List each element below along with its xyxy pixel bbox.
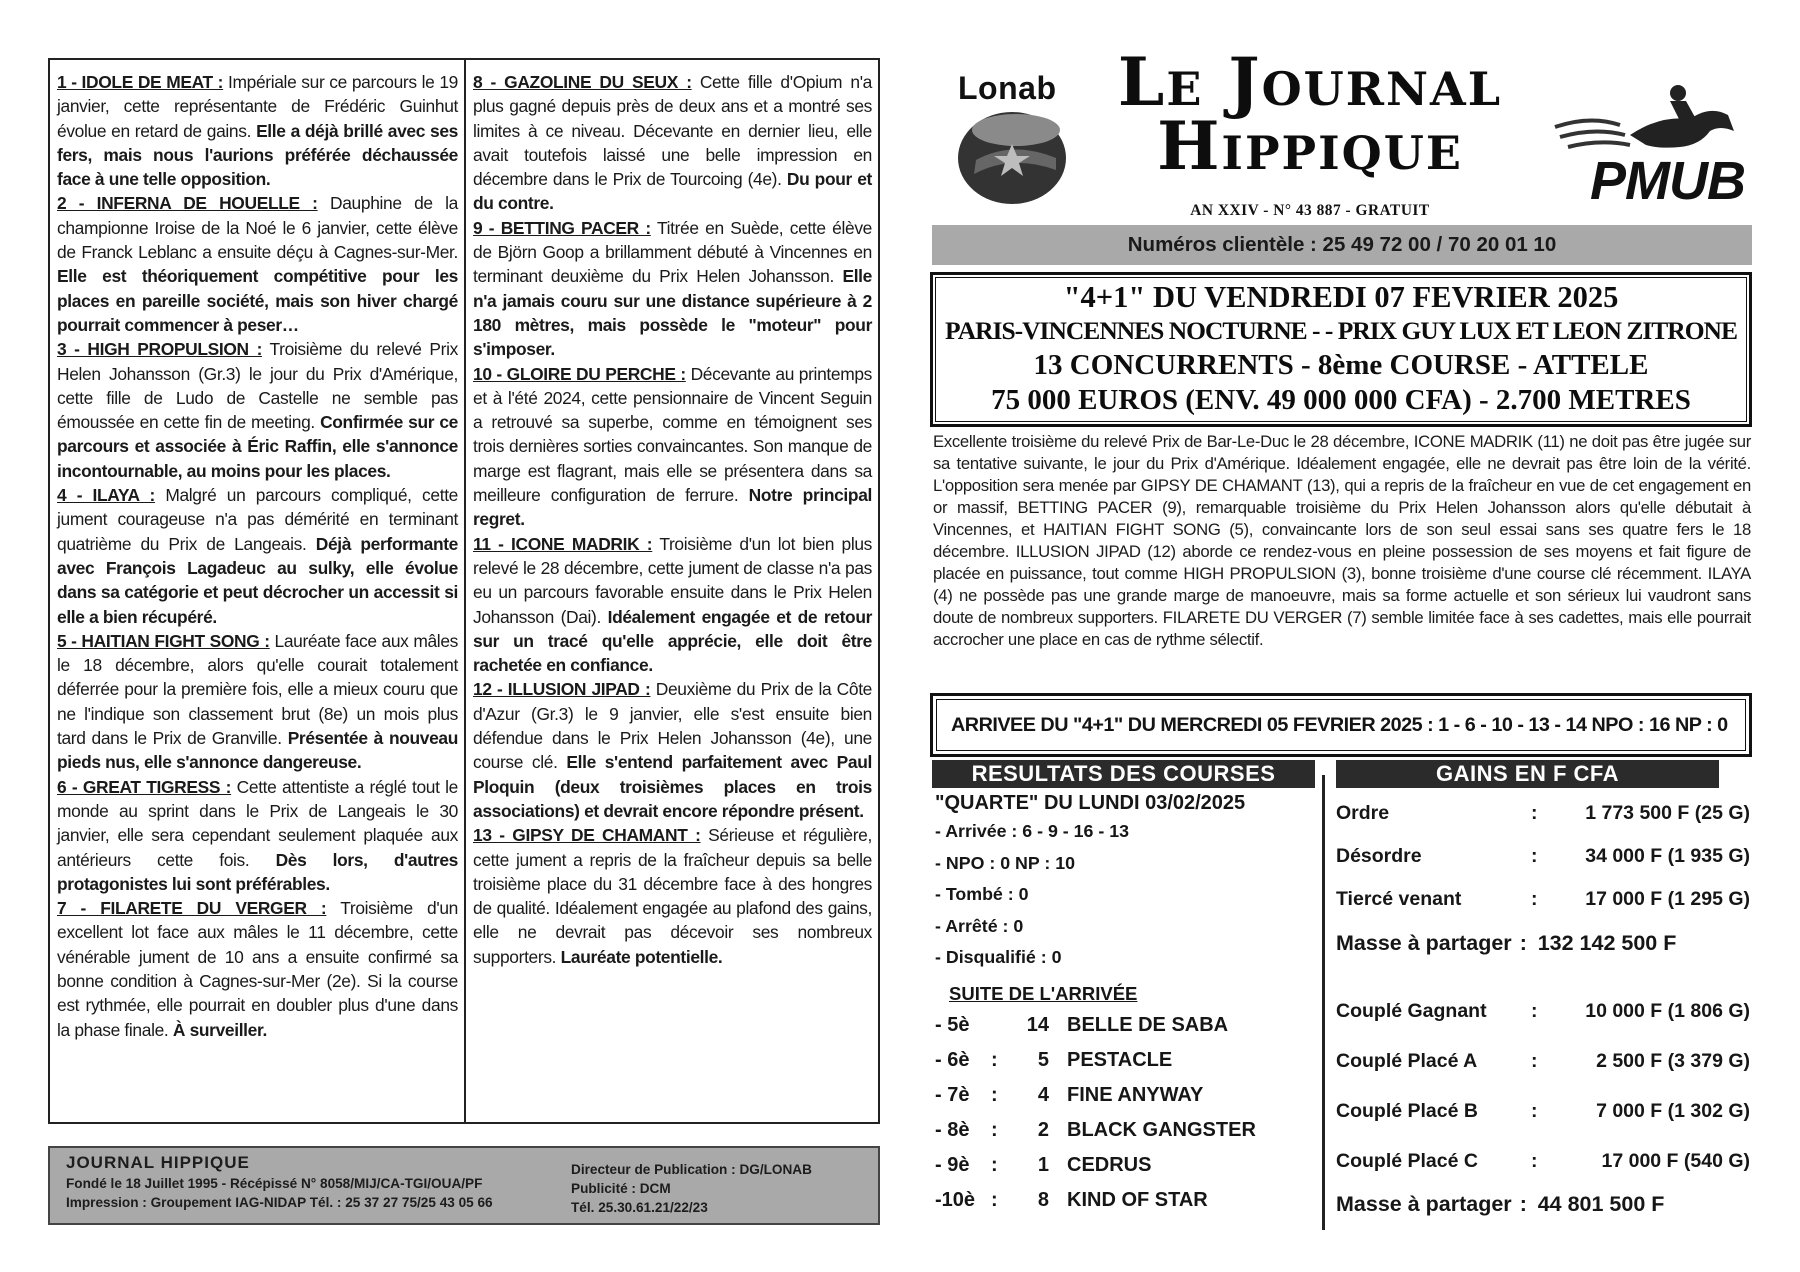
horse-verdict: Confirmée sur ce parcours et associée à Éric Raffin, elle s'annonce incontournable, au moins pour les places. — [57, 412, 458, 481]
footer-founded: Fondé le 18 Juillet 1995 - Récépissé N° 8058/MIJ/CA-TGI/OUA/PF — [66, 1176, 483, 1191]
gains-section — [1336, 792, 1756, 1217]
masse-label: Masse à partager — [1336, 931, 1512, 955]
gains-value: 2 500 F (3 379 G) — [1596, 1050, 1750, 1072]
publication-footer — [48, 1146, 880, 1225]
commentary-box — [48, 58, 880, 1124]
gains-row — [1336, 792, 1756, 835]
suite-horse-name: KIND OF STAR — [1067, 1188, 1208, 1211]
race-title-line-1: "4+1" DU VENDREDI 07 FEVRIER 2025 — [1063, 280, 1619, 314]
horse-entry — [57, 191, 458, 337]
suite-position: - 7è — [935, 1083, 970, 1106]
client-numbers-bar: Numéros clientèle : 25 49 72 00 / 70 20 01 10 — [932, 225, 1752, 265]
section-divider — [1322, 775, 1325, 1230]
horse-name: 12 - ILLUSION JIPAD : — [473, 679, 651, 700]
result-line: - NPO : 0 NP : 10 — [935, 852, 1075, 873]
horse-name: 9 - BETTING PACER : — [473, 217, 651, 238]
horse-text: Décevante au printemps et à l'été 2024, cette pensionnaire de Vincent Seguin a retrouvé sa superbe, comme en témoignent ses trois dernières sorties convaincantes. Son manque de marge est flagrant, mais elle se présentera dans sa meilleure configuration de ferrure. — [473, 363, 873, 506]
horse-entry — [473, 677, 872, 823]
horse-text: Cette attentiste a réglé tout le monde au sprint dans le Prix de Langeais le 30 janvier, elle sera cependant seulement plaquée aux antérieurs cette fois. — [57, 776, 458, 870]
gains-row — [1336, 1036, 1756, 1086]
horse-name: 8 - GAZOLINE DU SEUX : — [473, 72, 692, 92]
suite-separator: : — [991, 1118, 998, 1141]
suite-horse-name: PESTACLE — [1067, 1048, 1173, 1071]
race-title-line-2: PARIS-VINCENNES NOCTURNE - - PRIX GUY LUX ET LEON ZITRONE — [945, 316, 1737, 345]
horse-verdict: Notre principal regret. — [473, 485, 872, 530]
horse-entry — [473, 362, 872, 532]
horse-entry — [473, 216, 872, 362]
masse-colon: : — [1519, 1192, 1527, 1216]
arrivee-text: ARRIVEE DU "4+1" DU MERCREDI 05 FEVRIER 2025 : 1 - 6 - 10 - 13 - 14 NPO : 16 NP : 0 — [936, 699, 1746, 751]
suite-number: 8 — [1037, 1188, 1049, 1211]
gains-rows-group-1 — [1336, 792, 1756, 921]
gains-row — [1336, 1086, 1756, 1136]
result-line: - Disqualifié : 0 — [935, 947, 1062, 967]
horse-verdict: Elle n'a jamais couru sur une distance supérieure à 2 180 mètres, mais possède le "moteur" pour s'imposer. — [473, 266, 872, 360]
suite-horse-name: CEDRUS — [1067, 1153, 1152, 1176]
suite-horse-name: BLACK GANGSTER — [1067, 1118, 1256, 1141]
horse-name: 13 - GIPSY DE CHAMANT : — [473, 825, 701, 846]
horse-entry — [57, 775, 458, 896]
gains-colon: : — [1531, 845, 1538, 867]
horse-verdict: Déjà performante avec François Lagadeuc au sulky, elle évolue dans sa catégorie et peut décrocher un accessit si elle a bien récupéré. — [57, 533, 458, 627]
horse-entry — [473, 823, 872, 969]
horse-text: Titrée en Suède, cette élève de Björn Goop a brillamment débuté à Vincennes en terminant deuxième du Prix Helen Johansson. — [473, 217, 872, 287]
horse-verdict: À surveiller. — [172, 1019, 267, 1040]
journal-title-line-1: Le Journal — [1117, 43, 1503, 121]
horse-verdict: Du pour et du contre. — [473, 169, 872, 214]
suite-separator: : — [991, 1153, 998, 1176]
arrivee-box — [930, 693, 1752, 757]
horse-name: 4 - ILAYA : — [57, 485, 155, 506]
suite-title: SUITE DE L'ARRIVÉE — [949, 982, 1138, 1004]
suite-row — [935, 1078, 1315, 1113]
gains-colon: : — [1531, 1150, 1538, 1172]
gains-value: 7 000 F (1 302 G) — [1596, 1100, 1750, 1122]
suite-separator: : — [991, 1083, 998, 1106]
result-line: - Arrêté : 0 — [935, 915, 1024, 936]
race-title-line-4: 75 000 EUROS (ENV. 49 000 000 CFA) - 2.700 METRES — [991, 384, 1691, 416]
footer-right — [571, 1153, 812, 1223]
horse-name: 11 - ICONE MADRIK : — [473, 533, 653, 554]
masse-label: Masse à partager — [1336, 1192, 1512, 1216]
gains-label: Tiercé venant — [1336, 888, 1462, 910]
gains-value: 1 773 500 F (25 G) — [1585, 802, 1750, 824]
footer-director: Directeur de Publication : DG/LONAB — [571, 1162, 812, 1177]
horse-text: Cette fille d'Opium n'a plus gagné depuis près de deux ans et a montré ses limites à ce niveau. Décevante en dernier lieu, elle avait toutefois laissé une belle impression en décembre dans le Prix de Tourcoing (4e). — [473, 72, 872, 190]
commentary-column-1 — [50, 60, 464, 1122]
horse-verdict: Lauréate potentielle. — [560, 946, 723, 967]
results-section — [935, 790, 1315, 1218]
horse-text: Troisième d'un lot bien plus relevé le 28 décembre, cette jument de classe n'a pas eu un parcours favorable ensuite dans le Prix Helen Johansson (Dai). — [473, 533, 873, 627]
horse-name: 3 - HIGH PROPULSION : — [57, 339, 263, 360]
race-title-line-3: 13 CONCURRENTS - 8ème COURSE - ATTELE — [1033, 349, 1649, 381]
gains-header: GAINS EN F CFA — [1336, 760, 1719, 788]
gains-row — [1336, 986, 1756, 1036]
suite-horse-name: BELLE DE SABA — [1067, 1013, 1229, 1036]
horse-verdict: Dès lors, d'autres protagonistes lui sont préférables. — [57, 849, 458, 894]
gains-row — [1336, 1136, 1756, 1186]
lonab-logo-icon — [956, 100, 1068, 212]
masse-value: 132 142 500 F — [1537, 931, 1677, 955]
suite-number: 5 — [1037, 1048, 1049, 1071]
horse-verdict: Elle est théoriquement compétitive pour les places en pareille société, mais son hiver chargé pourrait commencer à peser… — [57, 266, 458, 335]
gains-row — [1336, 835, 1756, 878]
horse-name: 7 - FILARETE DU VERGER : — [57, 898, 327, 919]
suite-position: - 9è — [935, 1153, 970, 1176]
gains-label: Couplé Placé C — [1336, 1150, 1478, 1172]
gains-value: 10 000 F (1 806 G) — [1585, 1000, 1750, 1022]
footer-printing: Impression : Groupement IAG-NIDAP Tél. : 25 37 27 75/25 43 05 66 — [66, 1195, 493, 1210]
commentary-column-2 — [464, 60, 878, 1122]
horse-name: 2 - INFERNA DE HOUELLE : — [57, 193, 318, 214]
horse-text: Sérieuse et régulière, cette jument a repris de la fraîcheur depuis sa belle troisième place du 31 décembre face à des hongres de qualité. Idéalement engagée au plafond des gains, elle ne devrait pas décevoir ses nombreux supporters. — [473, 825, 872, 967]
gains-value: 34 000 F (1 935 G) — [1585, 845, 1750, 867]
suite-position: - 6è — [935, 1048, 970, 1071]
suite-row — [935, 1113, 1315, 1148]
horse-name: 10 - GLOIRE DU PERCHE : — [473, 363, 686, 384]
gains-colon: : — [1531, 888, 1538, 910]
horse-entry — [57, 337, 458, 483]
horse-entry — [57, 629, 458, 775]
suite-horse-name: FINE ANYWAY — [1067, 1083, 1204, 1106]
suite-number: 4 — [1037, 1083, 1049, 1106]
footer-left — [66, 1153, 571, 1223]
pmub-logo-text: PMUB — [1590, 151, 1745, 211]
gains-rows-group-2 — [1336, 986, 1756, 1186]
horse-verdict: Présentée à nouveau pieds nus, elle s'annonce dangereuse. — [57, 728, 458, 773]
suite-separator: : — [991, 1048, 998, 1071]
horse-entry — [473, 70, 872, 216]
gains-colon: : — [1531, 1050, 1538, 1072]
suite-number: 14 — [1026, 1013, 1049, 1036]
masse-row-1 — [1336, 931, 1756, 956]
results-header: RESULTATS DES COURSES — [932, 760, 1315, 788]
horse-text: Malgré un parcours compliqué, cette jument courageuse n'a pas démérité en terminant quatrième du Prix de Langeais. — [57, 485, 458, 554]
gains-value: 17 000 F (540 G) — [1601, 1150, 1750, 1172]
masse-row-2 — [1336, 1192, 1756, 1217]
horse-text: Troisième du relevé Prix Helen Johansson (Gr.3) le jour du Prix d'Amérique, cette fille de Ludo de Castelle ne semble pas émoussée en cette fin de meeting. — [57, 339, 458, 433]
gains-value: 17 000 F (1 295 G) — [1585, 888, 1750, 910]
result-line: - Tombé : 0 — [935, 884, 1029, 904]
horse-entry — [57, 70, 458, 191]
quarte-title: "QUARTE" DU LUNDI 03/02/2025 — [935, 792, 1246, 814]
horse-entry — [57, 896, 458, 1042]
gains-label: Désordre — [1336, 845, 1422, 867]
race-title-inner — [935, 277, 1747, 422]
footer-phone: Tél. 25.30.61.21/22/23 — [571, 1200, 708, 1215]
masthead — [945, 43, 1765, 225]
gains-colon: : — [1531, 1100, 1538, 1122]
gains-colon: : — [1531, 802, 1538, 824]
footer-advertising: Publicité : DCM — [571, 1181, 671, 1196]
suite-position: - 8è — [935, 1118, 970, 1141]
suite-row — [935, 1008, 1315, 1043]
journal-title-line-2: Hippique — [1157, 107, 1463, 185]
masse-colon: : — [1519, 931, 1527, 955]
horse-text: Dauphine de la championne Iroise de la Noé le 6 janvier, cette élève de Franck Leblanc a ensuite déçu à Cagnes-sur-Mer. — [57, 193, 459, 263]
gains-label: Ordre — [1336, 802, 1390, 824]
horse-entry — [473, 532, 872, 678]
suite-list — [935, 1008, 1315, 1218]
suite-separator — [991, 1008, 1019, 1043]
gains-colon: : — [1531, 1000, 1538, 1022]
suite-position: -10è — [935, 1188, 976, 1211]
issue-line: AN XXIV - N° 43 887 - GRATUIT — [1190, 202, 1430, 219]
suite-row — [935, 1043, 1315, 1078]
horse-entry — [57, 483, 458, 629]
horse-name: 5 - HAITIAN FIGHT SONG : — [57, 630, 270, 651]
gains-label: Couplé Placé B — [1336, 1100, 1478, 1122]
suite-number: 2 — [1037, 1118, 1049, 1141]
gains-row — [1336, 878, 1756, 921]
masse-value: 44 801 500 F — [1537, 1192, 1665, 1216]
horse-name: 6 - GREAT TIGRESS : — [57, 776, 232, 797]
horse-name: 1 - IDOLE DE MEAT : — [57, 72, 224, 92]
horse-text: Troisième d'un excellent lot face aux mâles le 11 décembre, cette vénérable jument de 10 ans a ensuite confirmé sa bonne condition à Cagnes-sur-Mer (2e). Si la course est rythmée, elle pourrait en doubler plus d'une dans la phase finale. — [57, 898, 458, 1040]
race-summary: Excellente troisième du relevé Prix de Bar-Le-Duc le 28 décembre, ICONE MADRIK (11) ne doit pas être jugée sur sa tentative suivante, le jour du Prix d'Amérique. Idéalement engagée, elle ne devrait pas être loin de la vérité. L'opposition sera menée par GIPSY DE CHAMANT (13), qui a repris de la fraîcheur en vue de cet engagement en or massif, BETTING PACER (9), remarquable troisième du Prix Helen Johansson alors qu'elle débutait à Vincennes, et HAITIAN FIGHT SONG (5), convaincante lors de son seul essai sans ses quatre fers le 18 décembre. ILLUSION JIPAD (12) aborde ce rendez-vous en pleine possession de ses moyens et fait figure de placée en puissance, tout comme HIGH PROPULSION (3), bonne troisième d'une course clé récemment. ILAYA (4) ne possède pas une grande marge de manoeuvre, mais sa forme actuelle et son sérieux lui vaudront sans doute de nombreux supporters. FILARETE DU VERGER (7) semble limitée face à ses cadettes, mais elle pourrait accrocher une place en cas de rythme sélectif. — [933, 432, 1751, 649]
horse-verdict: Elle s'entend parfaitement avec Paul Ploquin (deux troisièmes places en trois associations) et devrait encore répondre présent. — [473, 752, 872, 821]
horse-text: Deuxième du Prix de la Côte d'Azur (Gr.3) le 9 janvier, elle s'est ensuite bien défendue dans le Prix Helen Johansson (4e), une course clé. — [473, 679, 872, 773]
horse-text: Impériale sur ce parcours le 19 janvier, cette représentante de Frédéric Guinhut évolue en retard de gains. — [57, 72, 458, 141]
gains-label: Couplé Placé A — [1336, 1050, 1478, 1072]
footer-title: JOURNAL HIPPIQUE — [66, 1153, 250, 1172]
suite-number: 1 — [1037, 1153, 1049, 1176]
lonab-logo-text: Lonab — [958, 70, 1057, 106]
suite-row — [935, 1183, 1315, 1218]
gains-label: Couplé Gagnant — [1336, 1000, 1487, 1022]
horse-verdict: Idéalement engagée et de retour sur un tracé qu'elle apprécie, elle doit être rachetée en confiance. — [473, 606, 873, 676]
horse-text: Lauréate face aux mâles le 18 décembre, alors qu'elle courait totalement déferrée pour la première fois, elle a mieux couru que ne l'indique son classement brut (8e) un mois plus tard dans le Prix de Granville. — [57, 630, 458, 749]
race-title-box — [930, 272, 1752, 427]
journal-title — [1095, 43, 1525, 185]
suite-position: - 5è — [935, 1013, 970, 1036]
result-line: - Arrivée : 6 - 9 - 16 - 13 — [935, 821, 1130, 841]
suite-row — [935, 1148, 1315, 1183]
horse-verdict: Elle a déjà brillé avec ses fers, mais nous l'aurions préférée déchaussée face à une telle opposition. — [57, 120, 459, 190]
suite-separator: : — [991, 1188, 998, 1211]
